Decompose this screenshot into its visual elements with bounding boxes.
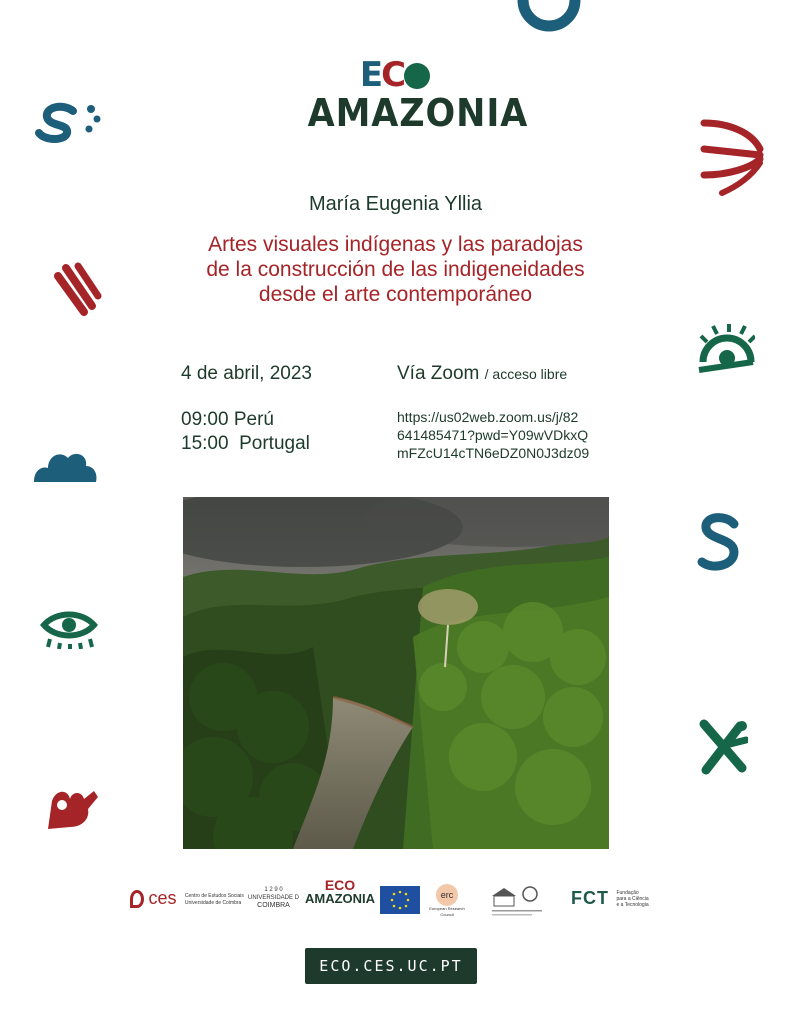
rainforest-photo: [183, 497, 609, 849]
right-sun-icon: [697, 322, 755, 378]
left-cloud-icon: [32, 444, 98, 484]
talk-title: [120, 232, 671, 307]
fct-subtitle-1: Fundação: [616, 889, 639, 896]
ces-logo: [130, 888, 244, 909]
partner-logos: [125, 876, 670, 926]
eco-amazonia-logo: [300, 55, 529, 150]
coimbra-name-1: UNIVERSIDADE D: [248, 895, 300, 901]
fct-text: FCT: [571, 888, 609, 908]
coimbra-name-2: COIMBRA: [257, 902, 290, 909]
eco-amazonia-small-logo: [305, 878, 375, 906]
access-note: / acceso libre: [484, 366, 568, 382]
fct-subtitle-3: e a Tecnologia: [616, 901, 649, 908]
small-amazonia: AMAZONIA: [305, 891, 376, 906]
platform-label: Vía Zoom: [397, 363, 480, 384]
ces-icon: [130, 890, 144, 908]
ces-text: ces: [148, 888, 177, 908]
left-stripes-icon: [52, 262, 104, 318]
ces-subtitle-1: Centro de Estudos Sociais: [184, 892, 244, 899]
top-circle-icon: [517, 0, 581, 42]
erc-subtitle: European Research Council: [429, 906, 465, 917]
event-platform: [397, 362, 567, 386]
left-hand-icon: [46, 781, 102, 831]
speaker-name: María Eugenia Yllia: [308, 193, 483, 215]
talk-title-line: desde el arte contemporáneo: [258, 283, 533, 306]
zoom-link[interactable]: [397, 408, 589, 462]
unesco-logo: [490, 884, 546, 923]
website-button[interactable]: ECO.CES.UC.PT: [305, 948, 477, 984]
left-s-glyph-icon: [33, 101, 105, 143]
right-star-icon: [698, 716, 748, 776]
fct-subtitle-2: para a Ciência: [616, 895, 649, 902]
left-eye-icon: [40, 605, 98, 649]
right-s-glyph-icon: [694, 512, 746, 574]
logo-eco: EC: [300, 58, 490, 92]
logo-amazonia: AMAZONIA: [307, 91, 529, 135]
erc-logo: [425, 884, 469, 918]
time-portugal: 15:00 Portugal: [181, 433, 310, 454]
erc-text: erc: [436, 884, 458, 906]
eu-flag-icon: [380, 886, 420, 914]
coimbra-logo: [248, 886, 299, 910]
event-times: [181, 408, 310, 456]
time-peru: 09:00 Perú: [181, 409, 274, 430]
zoom-link-line[interactable]: https://us02web.zoom.us/j/82: [397, 409, 579, 425]
ces-subtitle-2: Universidade de Coimbra: [184, 899, 242, 906]
right-claw-icon: [700, 115, 764, 197]
coimbra-year: 1 2 9 0: [264, 887, 283, 893]
fct-logo: [571, 888, 649, 909]
talk-title-line: de la construcción de las indigeneidades: [206, 258, 585, 281]
zoom-link-line[interactable]: mFZcU14cTN6eDZ0N0J3dz09: [397, 445, 590, 461]
small-eco: ECO: [324, 877, 356, 893]
zoom-link-line[interactable]: 641485471?pwd=Y09wVDkxQ: [397, 427, 589, 443]
event-date: 4 de abril, 2023: [181, 363, 312, 384]
talk-title-line: Artes visuales indígenas y las paradojas: [208, 233, 583, 256]
